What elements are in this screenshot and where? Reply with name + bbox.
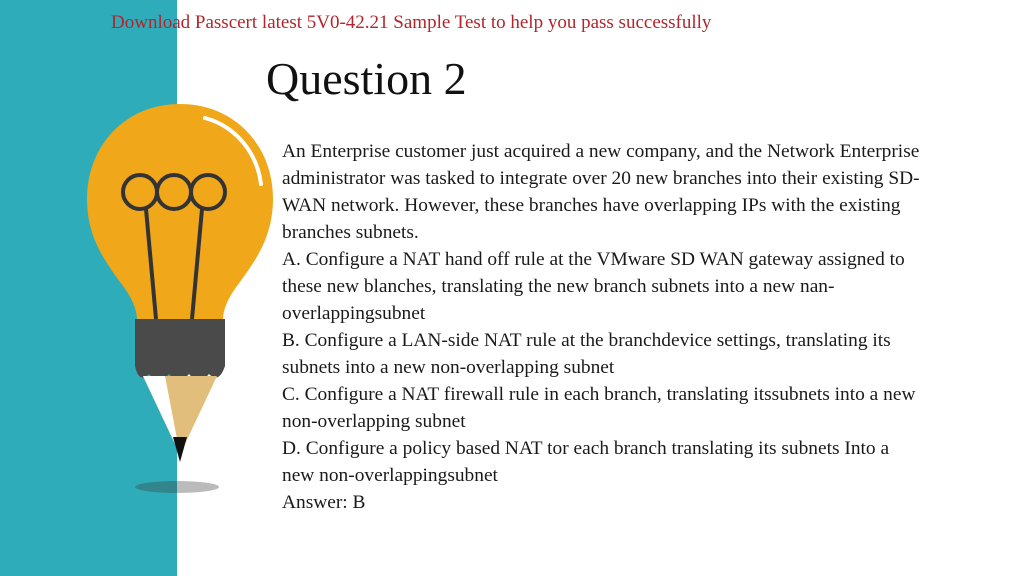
question-title: Question 2 [266,53,467,104]
option-b [282,327,1017,381]
question-line: branches subnets. [282,222,419,243]
question-line: administrator was tasked to integrate over 20 new branches into their existing SD- [282,168,920,189]
option-line: A. Configure a NAT hand off rule at the VMware SD WAN gateway assigned to [282,249,905,270]
option-line: B. Configure a LAN-side NAT rule at the branchdevice settings, translating its [282,330,891,351]
question-line: An Enterprise customer just acquired a new company, and the Network Enterprise [282,141,920,162]
option-d [282,435,1017,489]
option-line: non-overlapping subnet [282,411,466,432]
option-line: subnets into a new non-overlapping subnet [282,357,615,378]
option-line: these new blanches, translating the new branch subnets into a new nan- [282,276,835,297]
question-line: WAN network. However, these branches have overlapping IPs with the existing [282,195,901,216]
option-line: D. Configure a policy based NAT tor each branch translating its subnets Into a [282,438,890,459]
answer-text: Answer: B [282,492,366,513]
lightbulb-pencil-icon [85,104,275,494]
option-a [282,246,1017,327]
option-line: overlappingsubnet [282,303,426,324]
question-body [282,138,1017,516]
download-banner: Download Passcert latest 5V0-42.21 Sample Test to help you pass successfully [111,12,712,33]
question-text [282,138,1017,246]
option-line: C. Configure a NAT firewall rule in each branch, translating itssubnets into a new [282,384,916,405]
option-line: new non-overlappingsubnet [282,465,498,486]
option-c [282,381,1017,435]
